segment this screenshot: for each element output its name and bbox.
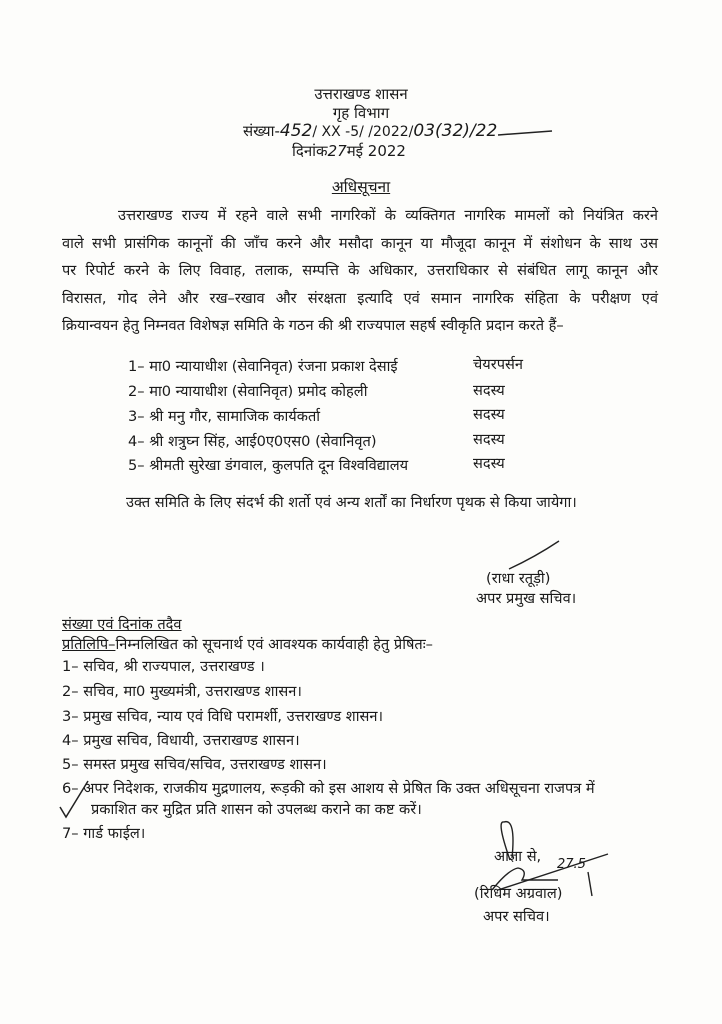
body-line: पर रिपोर्ट करने के लिए विवाह, तलाक, सम्पत्ति के अधिकार, उत्तराधिकार से संबंधित लागू कानून और xyxy=(62,262,658,279)
signatory-designation: अपर प्रमुख सचिव। xyxy=(476,590,577,607)
number-label: संख्या- xyxy=(243,122,280,140)
member-name: 4– श्री शत्रुघ्न सिंह, आई0ए0एस0 (सेवानिवृत) xyxy=(128,433,377,450)
member-role: सदस्य xyxy=(473,406,505,423)
document-title: अधिसूचना xyxy=(331,178,391,196)
reference-ditto: संख्या एवं दिनांक तदैव xyxy=(62,616,182,633)
member-role: सदस्य xyxy=(473,382,505,399)
body-line: विरासत, गोद लेने और रख–रखाव और संरक्षता इत्यादि एवं समान नागरिक संहिता के परीक्षण एवं xyxy=(62,289,658,307)
recipient-item: 7– गार्ड फाईल। xyxy=(62,825,146,842)
date-handwritten: 27 xyxy=(327,142,347,160)
govt-name: उत्तराखण्ड शासन xyxy=(314,85,408,103)
copy-heading-text: निम्नलिखित को सूचनार्थ एवं आवश्यक कार्यवाही हेतु प्रेषितः– xyxy=(115,636,433,653)
signatory-name: (राधा रतूड़ी) xyxy=(486,570,551,587)
member-name: 3– श्री मनु गौर, सामाजिक कार्यकर्ता xyxy=(128,408,321,425)
signatory-designation: अपर सचिव। xyxy=(483,908,550,925)
handwritten-underline xyxy=(496,126,556,138)
member-role: सदस्य xyxy=(473,431,505,448)
recipient-item: 5– समस्त प्रमुख सचिव/सचिव, उत्तराखण्ड शासन। xyxy=(62,756,327,773)
recipient-item: 6– अपर निदेशक, राजकीय मुद्रणालय, रूड़की को इस आशय से प्रेषित कि उक्त अधिसूचना राजपत्र में xyxy=(62,780,595,797)
date-line xyxy=(292,141,406,161)
recipient-item: 3– प्रमुख सचिव, न्याय एवं विधि परामर्शी, उत्तराखण्ड शासन। xyxy=(62,708,383,725)
member-name: 1– मा0 न्यायाधीश (सेवानिवृत) रंजना प्रकाश देसाई xyxy=(128,358,398,375)
handwritten-date: 27.5 xyxy=(557,857,586,872)
number-printed: / XX -5/ /2022/ xyxy=(312,124,414,140)
date-label: दिनांक xyxy=(292,142,328,160)
signatory-name: (रिधिम अग्रवाल) xyxy=(474,885,563,902)
checkmark-icon xyxy=(58,775,98,821)
recipient-item-continued: प्रकाशित कर मुद्रित प्रति शासन को उपलब्ध कराने का कष्ट करें। xyxy=(91,801,422,818)
date-printed: मई 2022 xyxy=(346,142,406,160)
department-name: गृह विभाग xyxy=(332,104,390,122)
member-role: सदस्य xyxy=(473,455,505,472)
body-line: वाले सभी प्रासंगिक कानूनों की जाँच करने और मसौदा कानून या मौजूदा कानून में संशोधन के साथ उस xyxy=(62,234,658,252)
by-order-label: आज्ञा से, xyxy=(494,848,542,865)
reference-number xyxy=(243,121,497,141)
copy-heading-label: प्रतिलिपि– xyxy=(62,636,116,653)
body-line: क्रियान्वयन हेतु निम्नवत विशेषज्ञ समिति के गठन की श्री राज्यपाल सहर्ष स्वीकृति प्रदान करते हैं– xyxy=(62,317,564,334)
recipient-item: 4– प्रमुख सचिव, विधायी, उत्तराखण्ड शासन। xyxy=(62,732,300,749)
body-line: उत्तराखण्ड राज्य में रहने वाले सभी नागरिकों के व्यक्तिगत नागरिक मामलों को नियंत्रित करने xyxy=(118,207,658,224)
recipient-item: 2– सचिव, मा0 मुख्यमंत्री, उत्तराखण्ड शासन। xyxy=(62,683,302,700)
number-handwritten-suffix: 03(32)/22 xyxy=(413,121,498,141)
notification-body xyxy=(62,202,658,340)
closing-statement: उक्त समिति के लिए संदर्भ की शर्तो एवं अन्य शर्तों का निर्धारण पृथक से किया जायेगा। xyxy=(126,494,577,511)
recipient-item: 1– सचिव, श्री राज्यपाल, उत्तराखण्ड । xyxy=(62,658,265,675)
member-name: 2– मा0 न्यायाधीश (सेवानिवृत) प्रमोद कोहली xyxy=(128,383,368,400)
member-role: चेयरपर्सन xyxy=(473,356,523,373)
number-handwritten: 452 xyxy=(279,121,313,141)
member-name: 5– श्रीमती सुरेखा डंगवाल, कुलपति दून विश्वविद्यालय xyxy=(128,457,409,474)
copy-heading xyxy=(62,634,433,654)
